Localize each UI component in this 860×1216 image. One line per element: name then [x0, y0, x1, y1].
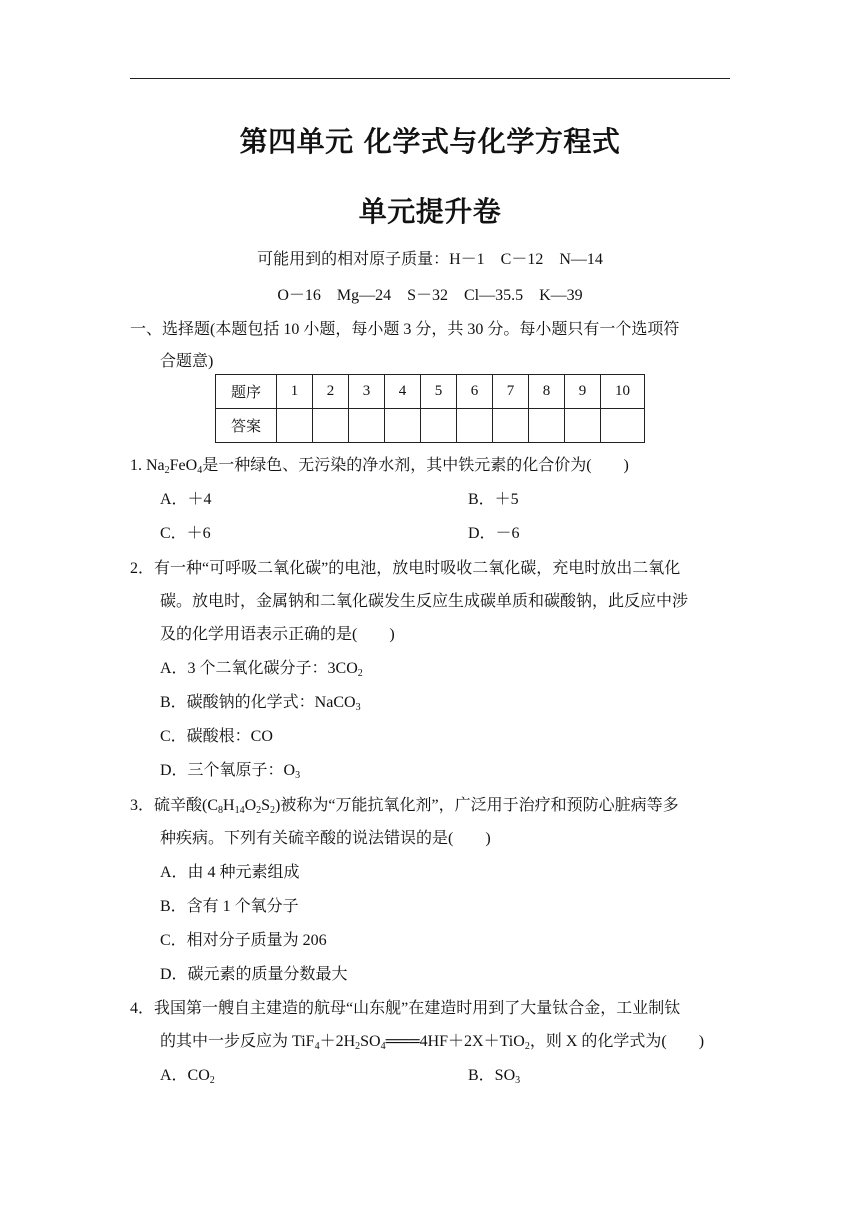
answer-cell[interactable] — [601, 409, 645, 443]
question-4-option-b[interactable]: B．$SO_3$ — [468, 1067, 521, 1086]
answer-cell[interactable] — [529, 409, 565, 443]
table-cell-number: 7 — [493, 375, 529, 409]
question-2-option-d[interactable]: D．三个氧原子：$O_3$ — [160, 762, 301, 781]
question-2-stem: 2．有一种“可呼吸二氧化碳”的电池，放电时吸收二氧化碳，充电时放出二氧化 — [130, 560, 681, 577]
question-3-option-a[interactable]: A．由 4 种元素组成 — [160, 864, 300, 881]
table-cell-number: 8 — [529, 375, 565, 409]
row-label-answer: 答案 — [216, 409, 277, 443]
question-4-stem-cont: 的其中一步反应为 $TiF_4+2H_2SO_4═══4HF+2X+TiO_2$，则 X 的化学式为( ) — [160, 1033, 705, 1052]
question-3-option-d[interactable]: D．碳元素的质量分数最大 — [160, 966, 348, 983]
answer-cell[interactable] — [421, 409, 457, 443]
answer-cell[interactable] — [277, 409, 313, 443]
question-3-option-b[interactable]: B．含有 1 个氧分子 — [160, 898, 299, 915]
atomic-masses-line-2: O－16 Mg—24 S－32 Cl—35.5 K—39 — [277, 287, 583, 304]
question-3-option-c[interactable]: C．相对分子质量为 206 — [160, 932, 327, 949]
question-3-stem-cont: 种疾病。下列有关硫辛酸的说法错误的是( ) — [160, 830, 491, 847]
answer-cell[interactable] — [493, 409, 529, 443]
question-1-option-b[interactable]: B．＋5 — [468, 491, 519, 508]
table-cell-number: 3 — [349, 375, 385, 409]
table-cell-number: 5 — [421, 375, 457, 409]
question-1-option-a[interactable]: A．＋4 — [160, 491, 212, 508]
section-heading-cont: 合题意) — [160, 353, 214, 370]
answer-cell[interactable] — [457, 409, 493, 443]
table-cell-number: 4 — [385, 375, 421, 409]
atomic-masses-line-1: 可能用到的相对原子质量：H－1 C－12 N—14 — [257, 251, 603, 268]
answer-table — [215, 374, 645, 443]
table-cell-number: 9 — [565, 375, 601, 409]
table-row — [216, 409, 645, 443]
answer-cell[interactable] — [565, 409, 601, 443]
question-2-stem-cont: 及的化学用语表示正确的是( ) — [160, 626, 395, 643]
table-row — [216, 375, 645, 409]
question-2-stem-cont: 碳。放电时，金属钠和二氧化碳发生反应生成碳单质和碳酸钠，此反应中涉 — [160, 593, 689, 610]
question-2-option-b[interactable]: B．碳酸钠的化学式：NaCO$_3$ — [160, 694, 361, 713]
table-cell-number: 6 — [457, 375, 493, 409]
question-4-stem: 4．我国第一艘自主建造的航母“山东舰”在建造时用到了大量钛合金，工业制钛 — [130, 1000, 681, 1017]
table-cell-number: 1 — [277, 375, 313, 409]
table-cell-number: 10 — [601, 375, 645, 409]
question-3-stem: 3．硫辛酸$(C_8H_{14}O_2S_2)$被称为“万能抗氧化剂”，广泛用于治疗和预防心脏病等多 — [130, 797, 679, 816]
page-subtitle: 单元提升卷 — [358, 195, 502, 228]
question-1-stem: 1. $Na_2FeO_4$是一种绿色、无污染的净水剂，其中铁元素的化合价为( ) — [130, 457, 629, 476]
question-2-option-a[interactable]: A．3 个二氧化碳分子：$3CO_2$ — [160, 660, 363, 679]
section-heading: 一、选择题(本题包括 10 小题，每小题 3 分，共 30 分。每小题只有一个选项符 — [130, 321, 680, 338]
question-1-option-c[interactable]: C．＋6 — [160, 525, 211, 542]
answer-cell[interactable] — [385, 409, 421, 443]
header-rule — [130, 78, 730, 79]
question-1-option-d[interactable]: D．－6 — [468, 525, 520, 542]
page-title: 第四单元 化学式与化学方程式 — [239, 125, 621, 158]
answer-cell[interactable] — [349, 409, 385, 443]
answer-cell[interactable] — [313, 409, 349, 443]
question-2-option-c[interactable]: C．碳酸根：CO — [160, 728, 273, 745]
question-4-option-a[interactable]: A．$CO_2$ — [160, 1067, 215, 1086]
table-cell-number: 2 — [313, 375, 349, 409]
row-label-order: 题序 — [216, 375, 277, 409]
